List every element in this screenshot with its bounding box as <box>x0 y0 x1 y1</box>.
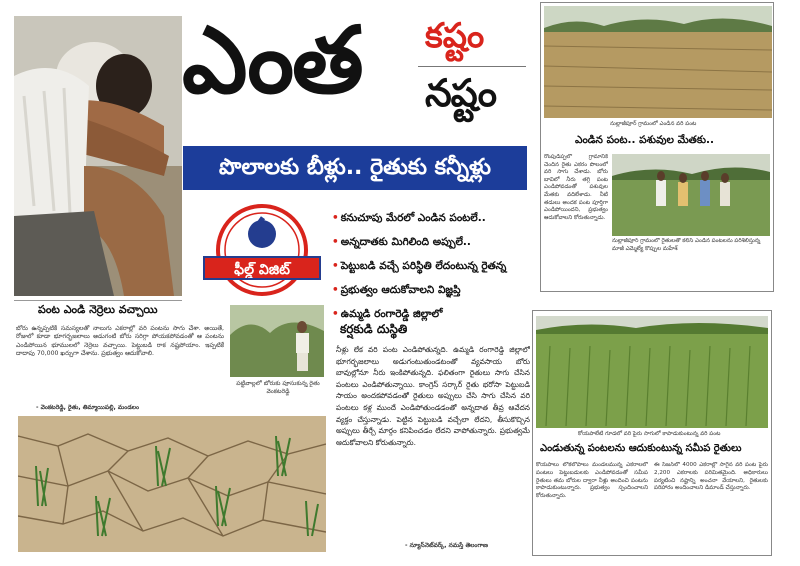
right-top-photo-caption-2: నుల్లాజీపూర్ గ్రామంలో రైతులతో కలిసి ఎండిన పంటలను పరిశీలిస్తున్న మాజీ ఎమ్మెల్యే కొప్పుల మహేశ్ <box>612 238 761 252</box>
right-top-photo-caption: నుల్లాజీపూర్ గ్రామంలో ఎండిన వరి పంట <box>610 121 697 127</box>
right-bottom-subhead: ఎండుతున్న పంటలను ఆదుకుంటున్న సమీప రైతులు <box>540 443 742 454</box>
green-paddy-photo <box>536 316 768 428</box>
farmers-inspection-illustration <box>612 154 770 236</box>
left-photo-caption: పట్టివాల్లలో బోరుకు పూసుకున్న రైతు వెంకటరెడ్డి <box>236 380 320 395</box>
headline-right-top: కష్టం <box>425 16 485 56</box>
left-byline: - వెంకటరెడ్డి, రైతు, తిమ్మాయిపల్లి, మండలం <box>36 404 140 411</box>
dry-field-photo <box>544 6 772 118</box>
bullet-item: • ఉమ్మడి రంగారెడ్డి జిల్లాలో <box>332 308 443 320</box>
bullet-text: కనుచూపు మేరలో ఎండిన పంటలే.. <box>340 212 486 224</box>
bullet-list <box>332 206 532 326</box>
banner: పొలాలకు బీళ్లు.. రైతుకు కన్నీళ్లు <box>183 146 527 190</box>
bullet-text: పెట్టుబడి వచ్చే పరిస్థితి లేదంటున్న రైతన్న <box>340 260 507 272</box>
center-subhead: కర్షకుడి దుస్థితి <box>340 322 408 336</box>
right-top-body: రొంపుడిప్పలో గ్రామానికి చెందిన రైతు ఎకరం పొలంలో వరి సాగు చేశాడు. బోరు బావిలో నీరు తగ్గి పంట ఎండిపోవడంతో పశువుల మేతకు వదిలేశాడు. నీటి తడులు అందక పంట పూర్తిగా ఎండిపోయిందని, ప్రభుత్వం ఆదుకోవాలని కోరుతున్నాడు. <box>544 154 608 221</box>
bullet-item: • అన్నదాతకు మిగిలింది అప్పులే.. <box>332 236 471 248</box>
standing-farmer-illustration <box>230 305 324 377</box>
right-bottom-body-right: ఈ సీజన్‌లో 4000 ఎకరాల్లో సాగైన వరి పంట పైరు 2,200 ఎకరాలకు పరిమితమైంది. అధికారులు పర్యటించి నష్టాన్ని అంచనా వేయాలని, రైతులకు పరిహారం అందించాలని డిమాండ్ చేస్తున్నారు. <box>654 462 768 492</box>
dry-field-illustration <box>544 6 772 118</box>
headline-right-bottom: నష్టం <box>425 71 497 115</box>
left-body: బోరు ఉన్నప్పటికీ సమస్యలతో నాలుగు ఎకరాల్లో వరి పంటను సాగు చేశా. అయితే, రోజులో కూడా భూగర్భజలాలు అడుగంటి బోరు సరిగ్గా పోయకపోవడంతో ఆ పంటను ఎండిపోయిన భూములలో నెర్రెలు వచ్చాయి. పెట్టుబడి రాక నష్టపోయాం. ఇప్పటికే దాదాపు 70,000 ఖర్చుగా చేశాను. ప్రభుత్వం ఆదుకోవాలి. <box>16 325 224 358</box>
right-top-subhead: ఎండిన పంట.. పశువుల మేతకు.. <box>575 134 714 146</box>
headline-main: ఎంత <box>182 7 362 114</box>
right-bottom-body-left: కోయపాలు లోకలోపాలు మండలమున్న ఎకరాలలో పంటలు పెట్టుబడులకు ఎండిపోవడంతో సమీప రైతులు తమ బోరుల ద్వారా నీళ్లు అందించి పంటను కాపాడుకుంటున్నారు. ప్రభుత్వం స్పందించాలని కోరుతున్నారు. <box>536 462 648 500</box>
headline-rule <box>418 66 526 67</box>
cracked-field-illustration <box>18 416 326 552</box>
divider <box>14 300 182 301</box>
field-visit-stamp <box>203 204 321 300</box>
farmers-inspection-photo <box>612 154 770 236</box>
farmer-standing-photo <box>230 305 324 377</box>
bullet-item: • ప్రభుత్వం ఆదుకోవాలని విజ్ఞప్తి <box>332 284 461 296</box>
bullet-item: • కనుచూపు మేరలో ఎండిన పంటలే.. <box>332 212 486 224</box>
left-subhead: పంట ఎండి నెర్రెలు వచ్చాయి <box>38 303 158 316</box>
farmer-photo <box>14 16 182 296</box>
bullet-text: ఉమ్మడి రంగారెడ్డి జిల్లాలో <box>340 308 443 320</box>
bullet-text: ప్రభుత్వం ఆదుకోవాలని విజ్ఞప్తి <box>340 284 461 296</box>
bullet-text: అన్నదాతకు మిగిలింది అప్పులే.. <box>340 236 471 248</box>
cracked-field-photo <box>18 416 326 552</box>
right-bottom-photo-caption: కోయపాలేటి గూడలో వరి పైరు సాగులో కాపాడుకుంటున్న వరి పంట <box>578 431 721 437</box>
bullet-item: • పెట్టుబడి వచ్చే పరిస్థితి లేదంటున్న రైతన్న <box>332 260 507 272</box>
paddy-illustration <box>536 316 768 428</box>
farmer-illustration <box>14 16 182 296</box>
center-body: నీళ్లు లేక వరి పంట ఎండిపోతున్నది. ఉమ్మడి రంగారెడ్డి జిల్లాలో భూగర్భజలాలు అడుగంటుతుండటంతో వ్యవసాయ బోరు బావుల్లోనూ నీరు ఇంకిపోతున్నది. ఫలితంగా రైతులు సాగు చేసిన పంటలు ఎండిపోతున్నాయి. కాంగ్రెస్ సర్కార్ రైతు భరోసా పెట్టుబడి సాయం అందకపోవడంతో రైతులు అప్పులు చేసి సాగు చేసిన వరి పంటలు కళ్ల ముందే ఎండిపోతుండడంతో అన్నదాత తీవ్ర ఆవేదన వ్యక్తం చేస్తున్నాడు. పెట్టిన పెట్టుబడి వచ్చేలా లేదని, తీసుకొచ్చిన అప్పులు తీర్చే మార్గం కనిపించడం లేదని వాపోతున్నారు. ప్రభుత్వమే ఆదుకోవాలని కోరుతున్నారు. <box>336 345 530 447</box>
stamp-label: ఫీల్డ్ విజిట్ <box>203 256 321 280</box>
center-credit: - న్యూస్‌నెట్‌వర్క్, నమస్తే తెలంగాణ <box>405 542 488 549</box>
stamp-graphic <box>203 204 321 300</box>
